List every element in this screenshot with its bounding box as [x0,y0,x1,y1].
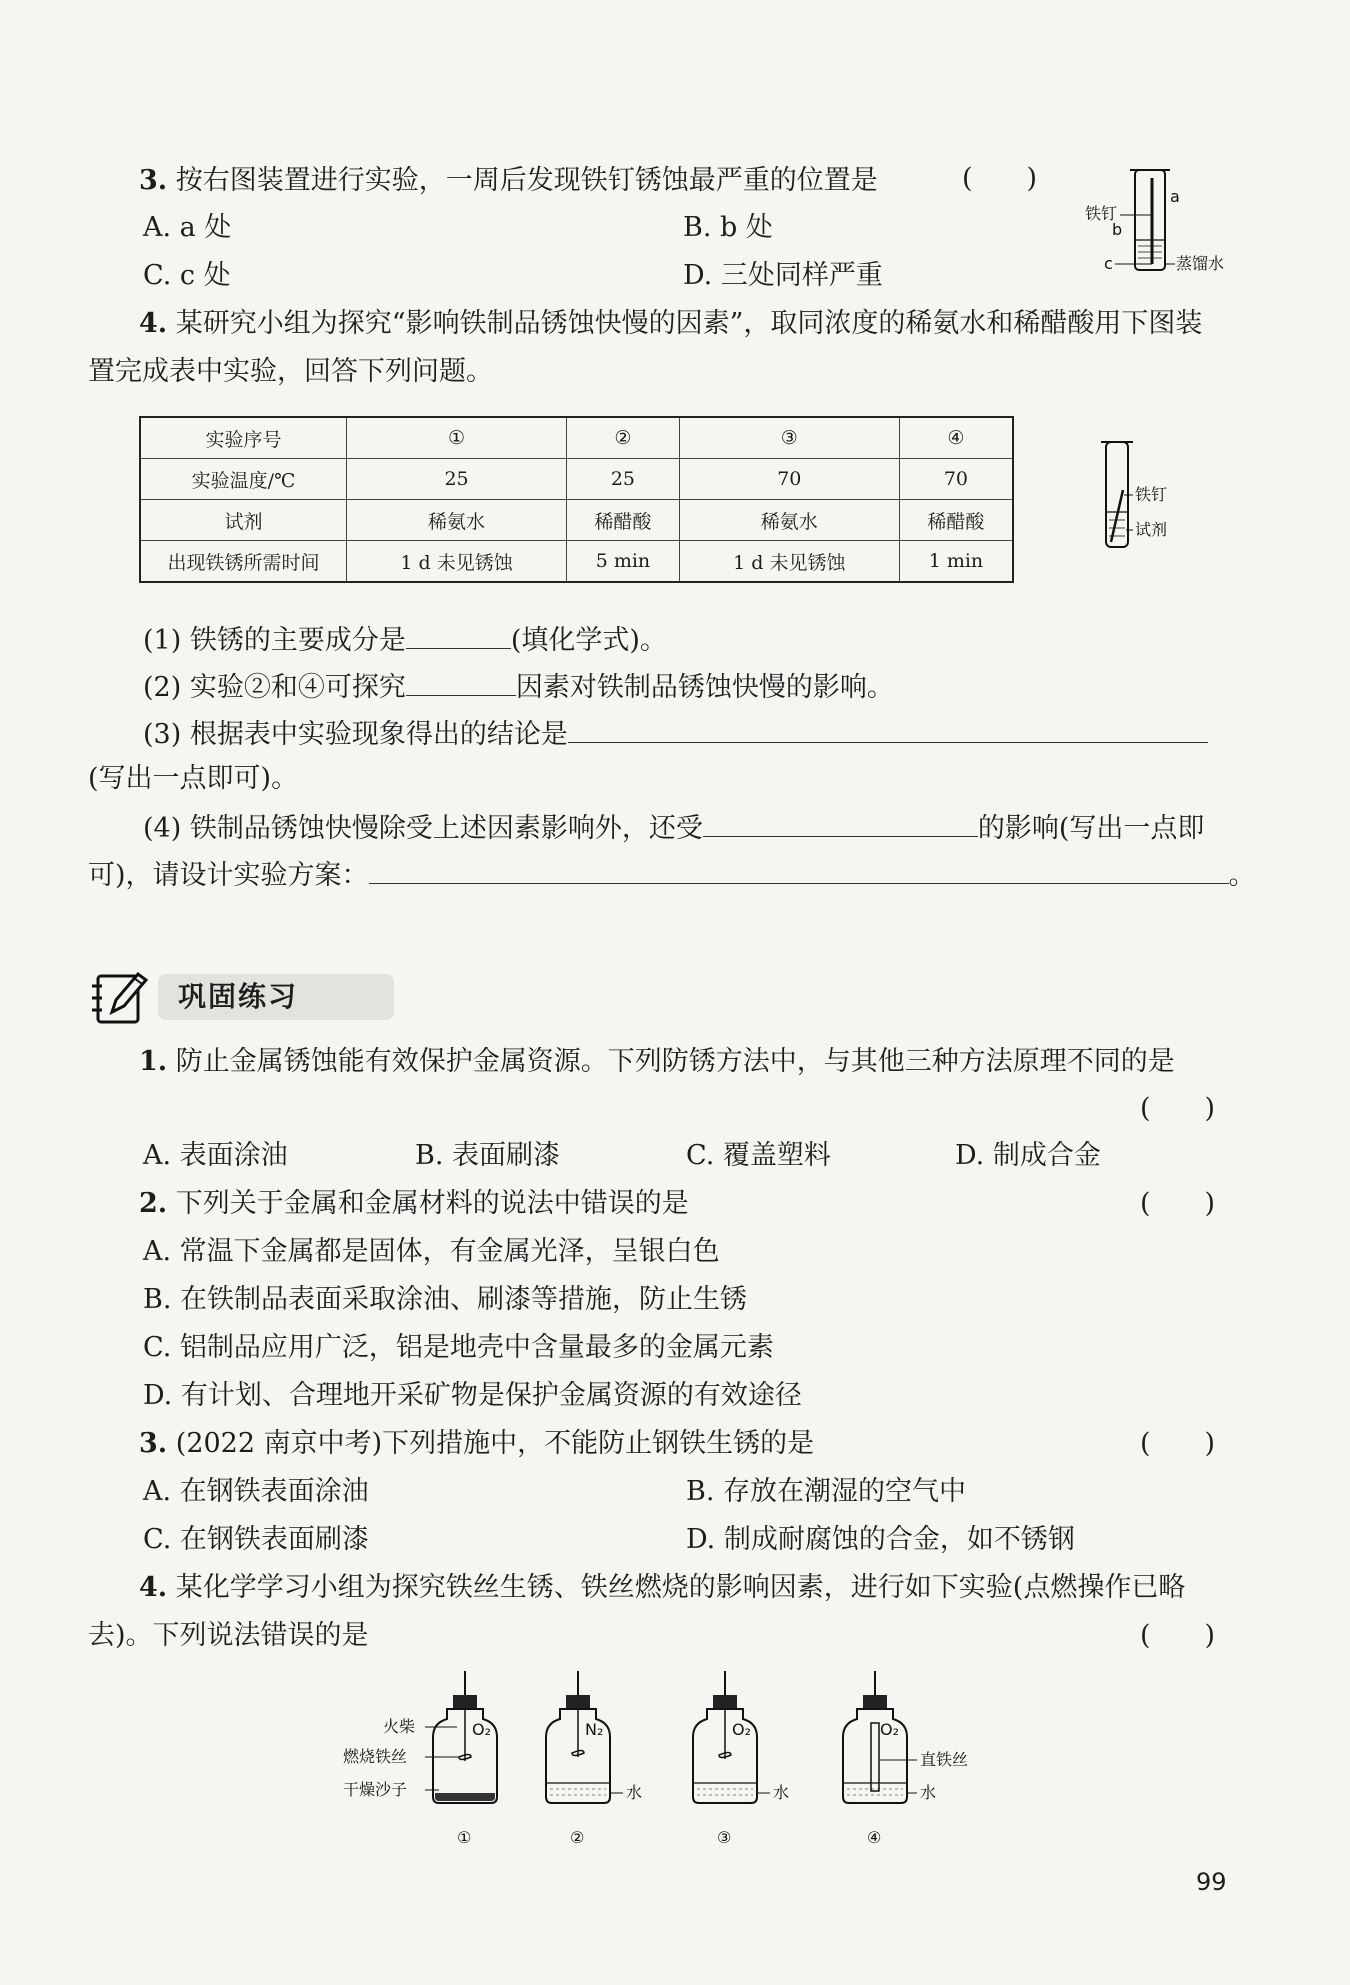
question-text: 某研究小组为探究“影响铁制品锈蚀快慢的因素”，取同浓度的稀氨水和稀醋酸用下图装 [175,308,1203,339]
label-water: 水 [920,1783,937,1802]
p2-stem [139,1184,689,1224]
sub-question-2 [143,665,894,708]
answer-paren[interactable]: ( ) [1140,1188,1216,1219]
option-c: C. 在钢铁表面刷漆 [143,1524,369,1555]
sub-question-text: (4) 铁制品锈蚀快慢除受上述因素影响外，还受 [143,813,703,844]
pencil-notebook-icon [88,968,152,1026]
table-row [140,541,1013,583]
option-b: B. 表面刷漆 [415,1140,561,1171]
table-cell: ④ [899,417,1013,459]
answer-paren[interactable]: ( ) [1140,1428,1216,1459]
sub-question-text: 因素对铁制品锈蚀快慢的影响。 [515,672,894,703]
question-number: 3. [139,1428,168,1459]
option-a: A. 表面涂油 [143,1140,288,1171]
label-b: b [1112,220,1123,239]
sub-question-text: 。 [1228,860,1256,891]
table-cell: 试剂 [140,500,347,541]
option-b: B. 存放在潮湿的空气中 [686,1476,967,1507]
table-cell: ① [347,417,567,459]
bottle-2 [546,1671,642,1847]
table-cell: 稀氨水 [679,500,899,541]
table-cell: 稀醋酸 [899,500,1013,541]
option-b: B. 在铁制品表面采取涂油、刷漆等措施，防止生锈 [143,1284,748,1315]
question-text: 某化学学习小组为探究铁丝生锈、铁丝燃烧的影响因素，进行如下实验(点燃操作已略 [175,1572,1186,1603]
option-b: B. b 处 [683,212,773,243]
table-cell: 稀醋酸 [567,500,680,541]
answer-blank[interactable] [406,665,516,696]
p4-stem-line2: 去)。下列说法错误的是 [88,1620,369,1651]
option-d: D. 制成合金 [955,1140,1101,1171]
label-nail: 铁钉 [1085,204,1118,223]
bottle-number: ② [570,1828,585,1847]
table-row [140,459,1013,500]
table-cell: 5 min [567,541,680,583]
question-number: 3. [139,165,168,196]
table-cell: ③ [679,417,899,459]
answer-paren[interactable]: ( ) [1140,1620,1216,1651]
sub-question-4 [143,806,1204,849]
answer-blank[interactable] [369,853,1229,884]
option-a: A. 在钢铁表面涂油 [143,1476,369,1507]
p3-stem [139,1424,814,1464]
sub-question-4-cont [88,853,1256,896]
label-water: 蒸馏水 [1176,254,1225,273]
question-number: 4. [139,308,168,339]
answer-blank[interactable] [568,712,1208,743]
table-cell: 实验温度/℃ [140,459,347,500]
p4-stem-line1 [139,1568,1185,1608]
label-water: 水 [626,1783,643,1802]
answer-paren[interactable]: ( ) [962,163,1038,194]
label-nail: 铁钉 [1135,485,1168,504]
label-reagent: 试剂 [1135,520,1168,539]
table-cell: 1 min [899,541,1013,583]
label-o2: O₂ [880,1720,900,1739]
answer-paren[interactable]: ( ) [1140,1093,1216,1124]
option-a: A. 常温下金属都是固体，有金属光泽，呈银白色 [143,1236,720,1267]
table-cell: 实验序号 [140,417,347,459]
table-row [140,500,1013,541]
sub-question-text: (3) 根据表中实验现象得出的结论是 [143,719,568,750]
table-cell: 1 d 未见锈蚀 [347,541,567,583]
bottle-3 [693,1671,789,1847]
label-match: 火柴 [383,1717,416,1736]
bottle-4 [843,1671,968,1847]
table-cell: 稀氨水 [347,500,567,541]
p1-stem [139,1042,1175,1082]
label-straight-wire: 直铁丝 [920,1750,969,1769]
label-burning-wire: 燃烧铁丝 [343,1747,408,1766]
label-c: c [1104,254,1113,273]
experiment-table [139,416,1014,583]
sub-question-1 [143,618,667,661]
question-text: 防止金属锈蚀能有效保护金属资源。下列防锈方法中，与其他三种方法原理不同的是 [175,1046,1175,1077]
table-cell: 70 [679,459,899,500]
sub-question-text: (填化学式)。 [510,625,667,656]
bottle-number: ① [457,1828,472,1847]
table-cell: 25 [567,459,680,500]
label-water: 水 [773,1783,790,1802]
sub-question-text: (2) 实验②和④可探究 [143,672,406,703]
bottle-number: ④ [867,1828,882,1847]
question-number: 1. [139,1046,168,1077]
sub-question-text: 的影响(写出一点即 [977,813,1205,844]
option-c: C. 铝制品应用广泛，铝是地壳中含量最多的金属元素 [143,1332,774,1363]
bottle-number: ③ [717,1828,732,1847]
sub-question-3 [143,712,1208,755]
question-number: 2. [139,1188,168,1219]
option-c: C. c 处 [143,260,231,291]
label-dry-sand: 干燥沙子 [343,1780,408,1799]
question-text: (2022 南京中考)下列措施中，不能防止钢铁生锈的是 [175,1428,815,1459]
four-bottles-figure [335,1665,1035,1855]
section-title: 巩固练习 [158,974,394,1020]
question-text: 下列关于金属和金属材料的说法中错误的是 [175,1188,689,1219]
bottle-1 [343,1671,497,1847]
sub-question-text: (1) 铁锈的主要成分是 [143,625,406,656]
question-text: 按右图装置进行实验，一周后发现铁钉锈蚀最严重的位置是 [175,165,878,196]
q4-stem-line1 [139,304,1202,344]
question-number: 4. [139,1572,168,1603]
sub-question-3-cont: (写出一点即可)。 [88,763,299,794]
q4-stem-line2: 置完成表中实验，回答下列问题。 [88,356,493,387]
option-d: D. 三处同样严重 [683,260,883,291]
table-cell: ② [567,417,680,459]
label-n2: N₂ [585,1720,604,1739]
table-cell: 1 d 未见锈蚀 [679,541,899,583]
table-cell: 70 [899,459,1013,500]
reagent-tube-figure [1088,430,1208,560]
table-cell: 出现铁锈所需时间 [140,541,347,583]
answer-blank[interactable] [703,806,978,837]
q3-stem [139,161,878,201]
label-o2: O₂ [732,1720,752,1739]
label-o2: O₂ [472,1720,492,1739]
option-a: A. a 处 [143,212,232,243]
option-d: D. 有计划、合理地开采矿物是保护金属资源的有效途径 [143,1380,802,1411]
label-a: a [1170,187,1180,206]
page-number: 99 [1196,1868,1227,1896]
option-c: C. 覆盖塑料 [686,1140,831,1171]
sub-question-text: 可)，请设计实验方案： [88,860,369,891]
answer-blank[interactable] [406,618,511,649]
table-cell: 25 [347,459,567,500]
option-d: D. 制成耐腐蚀的合金，如不锈钢 [686,1524,1075,1555]
table-row [140,417,1013,459]
test-tube-figure [1080,160,1230,285]
